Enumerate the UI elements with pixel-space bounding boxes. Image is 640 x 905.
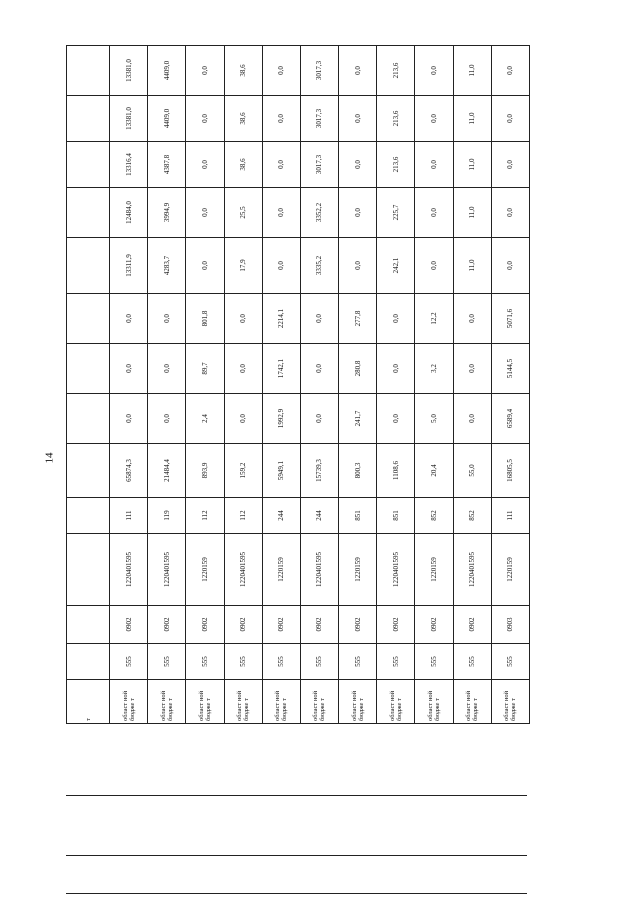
table-cell: 16805,5 bbox=[491, 444, 529, 498]
table-cell: 3017,3 bbox=[300, 46, 338, 96]
table-cell: 0902 bbox=[415, 606, 453, 644]
table-cell: 0,0 bbox=[186, 142, 224, 188]
header-cell bbox=[67, 96, 110, 142]
table-cell: 0,0 bbox=[339, 188, 377, 238]
table-cell: 277,8 bbox=[339, 294, 377, 344]
header-label-cell: т bbox=[67, 680, 110, 724]
row-label-cell: област ной бюдже т bbox=[415, 680, 453, 724]
table-cell: 17,9 bbox=[224, 238, 262, 294]
table-cell: 213,6 bbox=[377, 142, 415, 188]
table-cell: 11,0 bbox=[453, 142, 491, 188]
table-cell: 119 bbox=[148, 498, 186, 534]
table-cell: 0903 bbox=[491, 606, 529, 644]
table-cell: 893,9 bbox=[186, 444, 224, 498]
table-cell: 1220401595 bbox=[377, 534, 415, 606]
table-cell: 4409,0 bbox=[148, 46, 186, 96]
table-cell: 0,0 bbox=[339, 46, 377, 96]
header-cell bbox=[67, 142, 110, 188]
row-label-cell: област ной бюдже т bbox=[491, 680, 529, 724]
table-cell: 555 bbox=[491, 644, 529, 680]
table-cell: 555 bbox=[262, 644, 300, 680]
table-cell: 13381,0 bbox=[110, 46, 148, 96]
table-cell: 38,6 bbox=[224, 96, 262, 142]
footer-rule-1 bbox=[66, 795, 527, 796]
row-label-cell: област ной бюдже т bbox=[453, 680, 491, 724]
header-cell bbox=[67, 238, 110, 294]
row-label-cell: област ной бюдже т bbox=[339, 680, 377, 724]
table-cell: 112 bbox=[224, 498, 262, 534]
table-cell: 0,0 bbox=[415, 238, 453, 294]
table-cell: 0,0 bbox=[377, 294, 415, 344]
table-cell: 0,0 bbox=[262, 238, 300, 294]
header-cell bbox=[67, 344, 110, 394]
table-cell: 852 bbox=[415, 498, 453, 534]
table-cell: 1742,1 bbox=[262, 344, 300, 394]
table-cell: 15739,3 bbox=[300, 444, 338, 498]
table-row bbox=[186, 46, 224, 724]
table-row bbox=[110, 46, 148, 724]
table-cell: 3994,9 bbox=[148, 188, 186, 238]
table-row bbox=[339, 46, 377, 724]
table-cell: 0,0 bbox=[377, 344, 415, 394]
table-cell: 1220401595 bbox=[110, 534, 148, 606]
table-cell: 851 bbox=[377, 498, 415, 534]
table-row bbox=[453, 46, 491, 724]
table-cell: 0,0 bbox=[110, 394, 148, 444]
header-cell bbox=[67, 534, 110, 606]
budget-table bbox=[66, 45, 530, 724]
table-cell: 852 bbox=[453, 498, 491, 534]
table-row bbox=[224, 46, 262, 724]
table-cell: 0,0 bbox=[262, 188, 300, 238]
table-cell: 13311,9 bbox=[110, 238, 148, 294]
table-cell: 555 bbox=[148, 644, 186, 680]
table-cell: 555 bbox=[453, 644, 491, 680]
table-cell: 0,0 bbox=[415, 46, 453, 96]
table-cell: 5949,1 bbox=[262, 444, 300, 498]
footer-rule-3 bbox=[66, 893, 527, 894]
table-cell: 0,0 bbox=[453, 344, 491, 394]
header-cell bbox=[67, 46, 110, 96]
table-row bbox=[415, 46, 453, 724]
table-cell: 21484,4 bbox=[148, 444, 186, 498]
table-cell: 0,0 bbox=[110, 294, 148, 344]
table-cell: 241,7 bbox=[339, 394, 377, 444]
budget-table-container bbox=[66, 46, 530, 724]
table-cell: 55,0 bbox=[453, 444, 491, 498]
table-cell: 12484,0 bbox=[110, 188, 148, 238]
table-cell: 851 bbox=[339, 498, 377, 534]
table-cell: 0,0 bbox=[339, 238, 377, 294]
table-cell: 38,6 bbox=[224, 46, 262, 96]
table-cell: 0902 bbox=[339, 606, 377, 644]
table-cell: 0902 bbox=[300, 606, 338, 644]
table-cell: 1220159 bbox=[491, 534, 529, 606]
table-cell: 3017,3 bbox=[300, 142, 338, 188]
row-label-cell: област ной бюдже т bbox=[148, 680, 186, 724]
table-cell: 280,8 bbox=[339, 344, 377, 394]
table-cell: 0,0 bbox=[186, 46, 224, 96]
table-cell: 111 bbox=[491, 498, 529, 534]
table-cell: 0,0 bbox=[491, 188, 529, 238]
table-cell: 0902 bbox=[148, 606, 186, 644]
table-cell: 112 bbox=[186, 498, 224, 534]
table-cell: 0,0 bbox=[491, 46, 529, 96]
table-cell: 4283,7 bbox=[148, 238, 186, 294]
header-cell bbox=[67, 498, 110, 534]
table-cell: 0,0 bbox=[300, 394, 338, 444]
table-cell: 0,0 bbox=[491, 142, 529, 188]
table-cell: 555 bbox=[110, 644, 148, 680]
table-cell: 0,0 bbox=[110, 344, 148, 394]
table-cell: 4387,8 bbox=[148, 142, 186, 188]
table-cell: 111 bbox=[110, 498, 148, 534]
table-cell: 3017,3 bbox=[300, 96, 338, 142]
table-cell: 4409,0 bbox=[148, 96, 186, 142]
table-cell: 12,2 bbox=[415, 294, 453, 344]
table-cell: 1220159 bbox=[262, 534, 300, 606]
table-cell: 800,3 bbox=[339, 444, 377, 498]
table-cell: 65874,3 bbox=[110, 444, 148, 498]
table-cell: 20,4 bbox=[415, 444, 453, 498]
table-cell: 0,0 bbox=[148, 344, 186, 394]
table-cell: 0,0 bbox=[415, 142, 453, 188]
table-cell: 1220401595 bbox=[148, 534, 186, 606]
row-label-cell: област ной бюдже т bbox=[186, 680, 224, 724]
table-cell: 555 bbox=[300, 644, 338, 680]
table-cell: 0,0 bbox=[491, 238, 529, 294]
table-cell: 225,7 bbox=[377, 188, 415, 238]
table-cell: 0,0 bbox=[415, 188, 453, 238]
table-cell: 0,0 bbox=[186, 238, 224, 294]
table-cell: 213,6 bbox=[377, 46, 415, 96]
table-cell: 159,2 bbox=[224, 444, 262, 498]
table-cell: 801,8 bbox=[186, 294, 224, 344]
table-cell: 13381,0 bbox=[110, 96, 148, 142]
table-cell: 0902 bbox=[377, 606, 415, 644]
table-cell: 244 bbox=[300, 498, 338, 534]
table-cell: 555 bbox=[224, 644, 262, 680]
table-cell: 5,0 bbox=[415, 394, 453, 444]
table-cell: 1220159 bbox=[415, 534, 453, 606]
table-cell: 3352,2 bbox=[300, 188, 338, 238]
table-cell: 3335,2 bbox=[300, 238, 338, 294]
table-cell: 0,0 bbox=[377, 394, 415, 444]
table-cell: 0,0 bbox=[453, 394, 491, 444]
table-cell: 0,0 bbox=[224, 394, 262, 444]
table-cell: 555 bbox=[339, 644, 377, 680]
table-cell: 0902 bbox=[453, 606, 491, 644]
table-cell: 2,4 bbox=[186, 394, 224, 444]
table-cell: 0902 bbox=[110, 606, 148, 644]
table-cell: 13316,4 bbox=[110, 142, 148, 188]
table-cell: 0,0 bbox=[262, 142, 300, 188]
table-cell: 25,5 bbox=[224, 188, 262, 238]
table-cell: 11,0 bbox=[453, 238, 491, 294]
row-label-cell: област ной бюдже т bbox=[262, 680, 300, 724]
table-cell: 0,0 bbox=[339, 142, 377, 188]
table-cell: 0,0 bbox=[300, 344, 338, 394]
row-label-cell: област ной бюдже т bbox=[224, 680, 262, 724]
table-cell: 1220401595 bbox=[224, 534, 262, 606]
table-cell: 555 bbox=[377, 644, 415, 680]
header-cell bbox=[67, 644, 110, 680]
header-cell bbox=[67, 394, 110, 444]
table-row bbox=[148, 46, 186, 724]
header-cell bbox=[67, 188, 110, 238]
table-cell: 1220159 bbox=[186, 534, 224, 606]
table-header-row bbox=[67, 46, 110, 724]
table-row bbox=[300, 46, 338, 724]
table-cell: 0,0 bbox=[224, 344, 262, 394]
table-cell: 244 bbox=[262, 498, 300, 534]
table-cell: 0902 bbox=[224, 606, 262, 644]
table-cell: 555 bbox=[186, 644, 224, 680]
table-cell: 0,0 bbox=[415, 96, 453, 142]
table-cell: 89,7 bbox=[186, 344, 224, 394]
header-cell bbox=[67, 606, 110, 644]
table-cell: 1220159 bbox=[339, 534, 377, 606]
header-cell bbox=[67, 294, 110, 344]
table-cell: 0,0 bbox=[453, 294, 491, 344]
table-cell: 0,0 bbox=[491, 96, 529, 142]
row-label-cell: област ной бюдже т bbox=[300, 680, 338, 724]
table-cell: 38,6 bbox=[224, 142, 262, 188]
table-cell: 5071,6 bbox=[491, 294, 529, 344]
page-number: 14 bbox=[43, 452, 56, 464]
table-cell: 213,6 bbox=[377, 96, 415, 142]
table-cell: 0,0 bbox=[186, 188, 224, 238]
table-cell: 1220401595 bbox=[453, 534, 491, 606]
table-cell: 555 bbox=[415, 644, 453, 680]
table-cell: 5144,5 bbox=[491, 344, 529, 394]
table-cell: 11,0 bbox=[453, 46, 491, 96]
header-cell bbox=[67, 444, 110, 498]
table-cell: 0,0 bbox=[186, 96, 224, 142]
table-cell: 0,0 bbox=[224, 294, 262, 344]
table-cell: 1992,9 bbox=[262, 394, 300, 444]
table-cell: 0,0 bbox=[148, 394, 186, 444]
table-cell: 0,0 bbox=[339, 96, 377, 142]
table-cell: 0,0 bbox=[262, 96, 300, 142]
table-cell: 0,0 bbox=[300, 294, 338, 344]
table-cell: 6589,4 bbox=[491, 394, 529, 444]
table-cell: 0902 bbox=[186, 606, 224, 644]
table-cell: 1220401595 bbox=[300, 534, 338, 606]
row-label-cell: област ной бюдже т bbox=[110, 680, 148, 724]
footer-rule-2 bbox=[66, 855, 527, 856]
table-cell: 0,0 bbox=[262, 46, 300, 96]
table-row bbox=[491, 46, 529, 724]
table-cell: 242,1 bbox=[377, 238, 415, 294]
table-cell: 3,2 bbox=[415, 344, 453, 394]
row-label-cell: област ной бюдже т bbox=[377, 680, 415, 724]
table-cell: 0,0 bbox=[148, 294, 186, 344]
table-cell: 11,0 bbox=[453, 96, 491, 142]
table-cell: 2214,1 bbox=[262, 294, 300, 344]
table-cell: 0902 bbox=[262, 606, 300, 644]
table-cell: 1108,6 bbox=[377, 444, 415, 498]
table-row bbox=[377, 46, 415, 724]
table-cell: 11,0 bbox=[453, 188, 491, 238]
table-row bbox=[262, 46, 300, 724]
